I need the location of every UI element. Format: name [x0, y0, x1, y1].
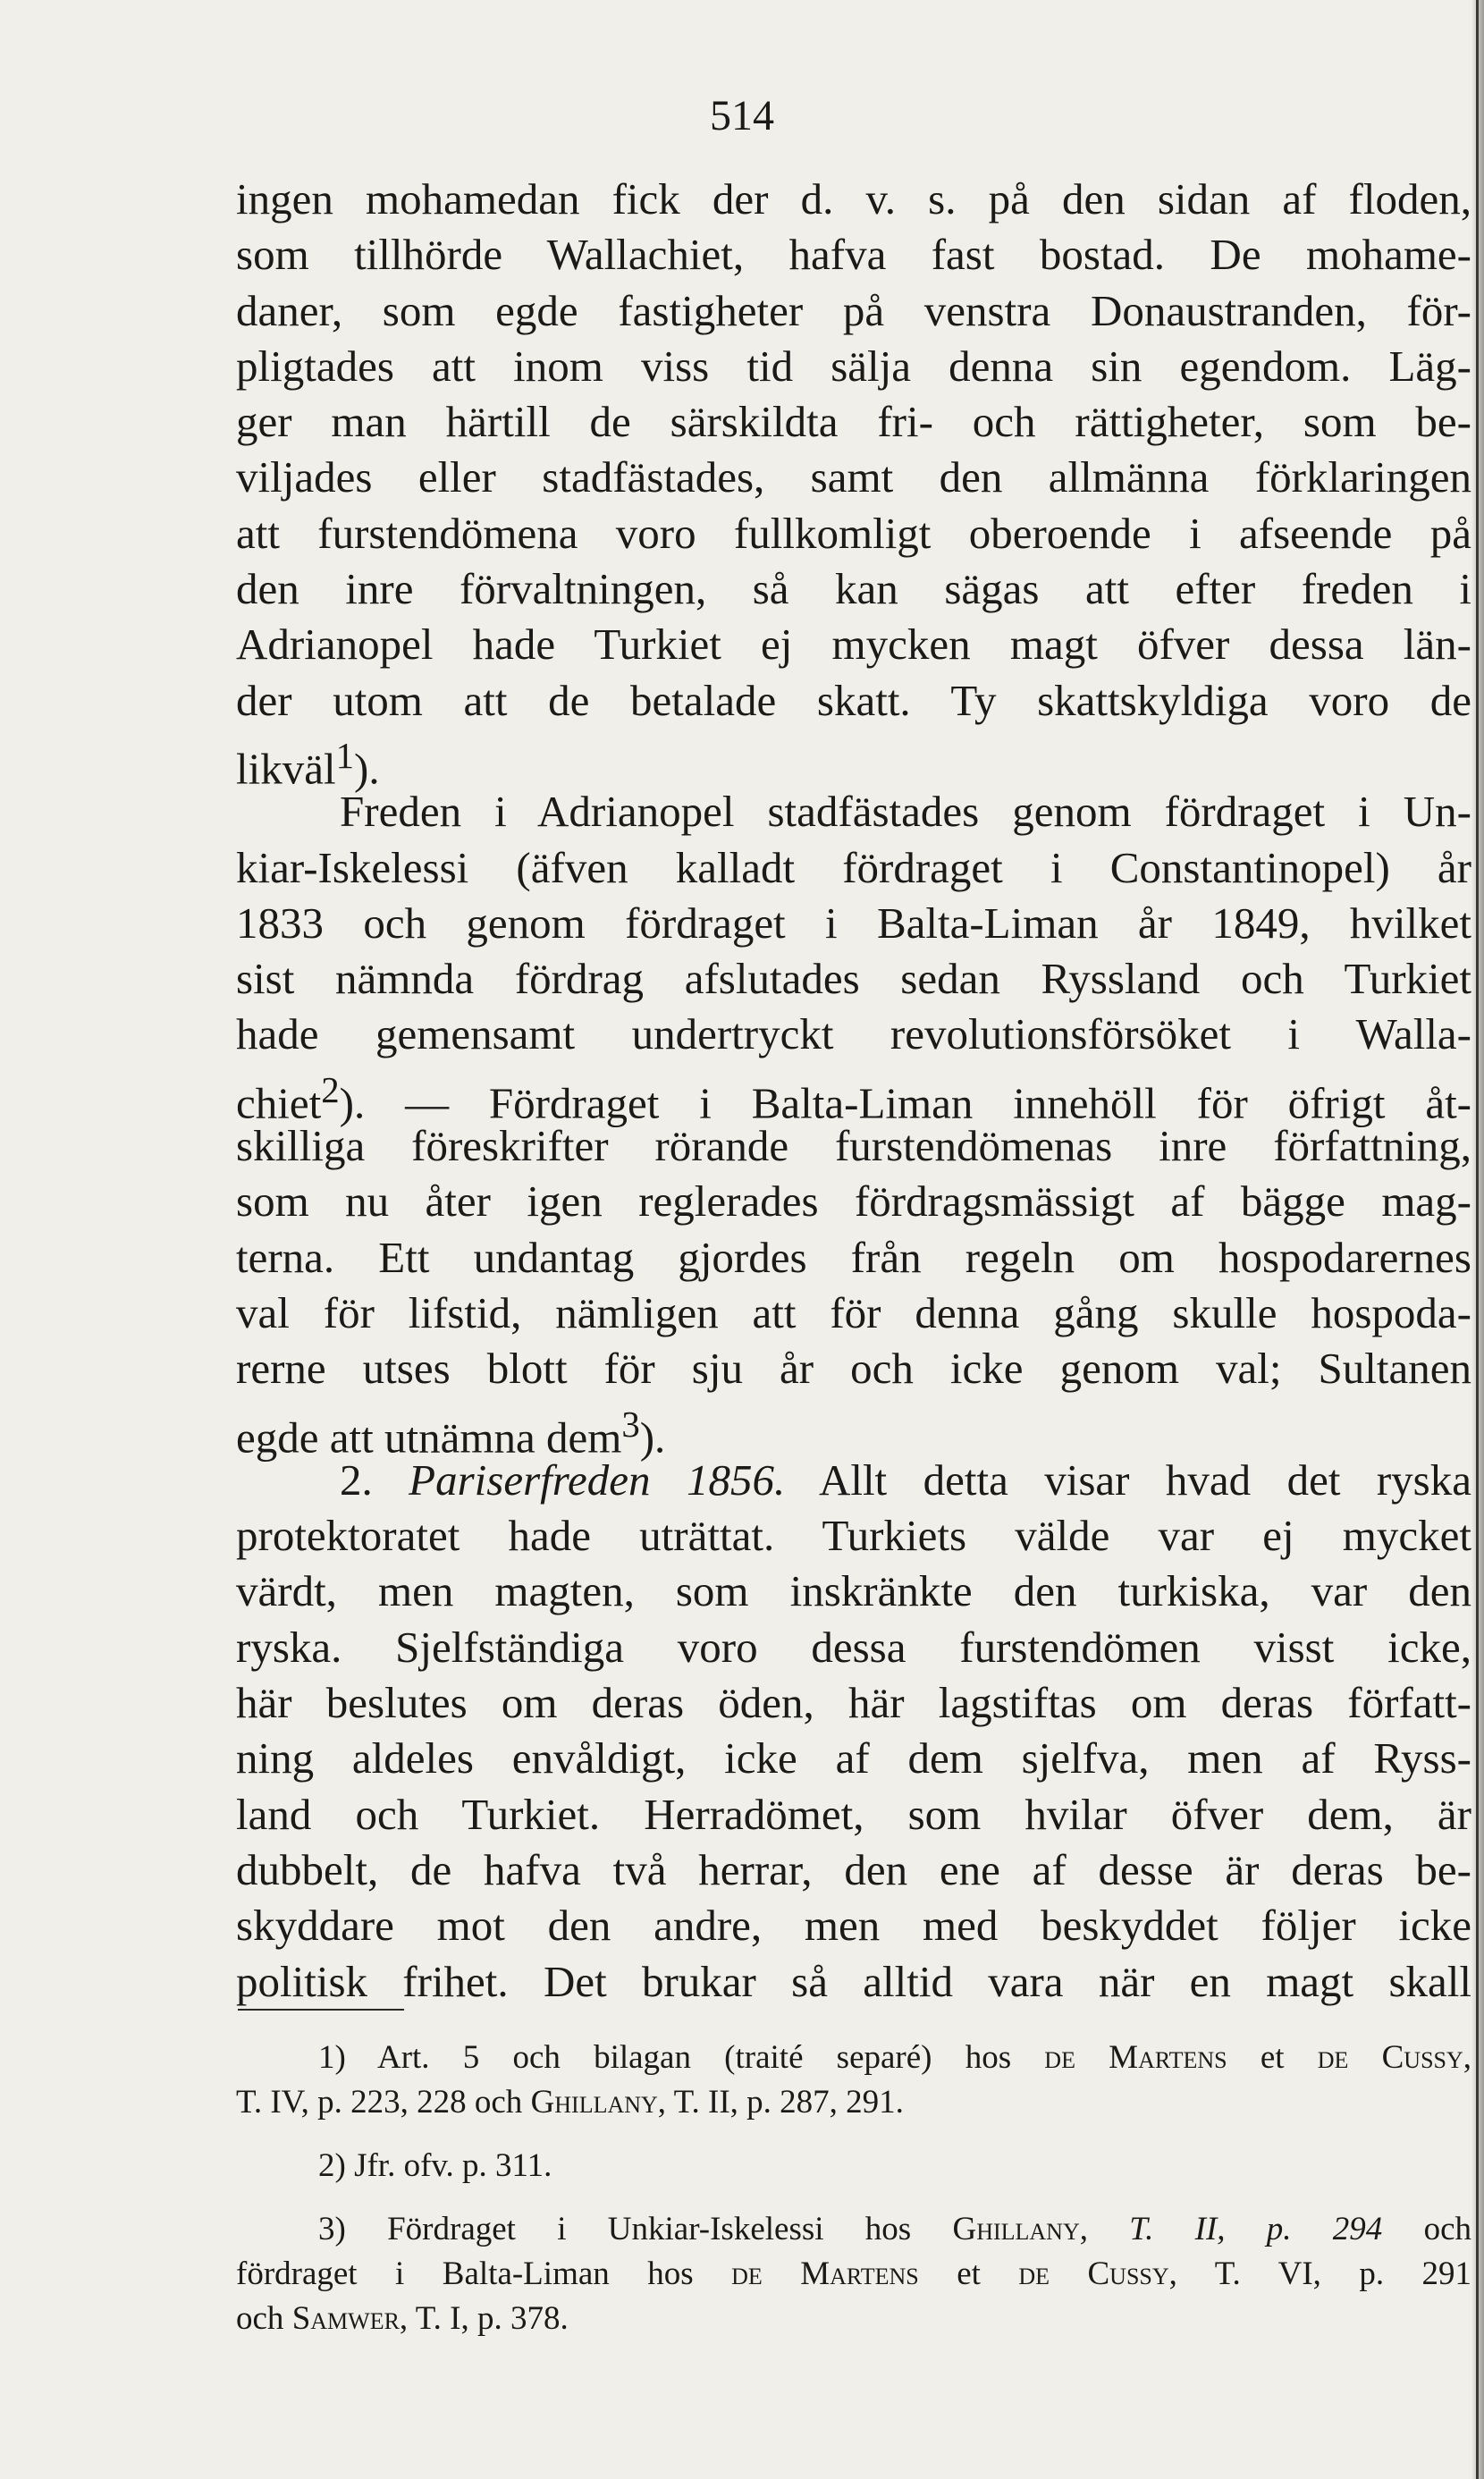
footnote-text: och — [236, 2300, 284, 2337]
footnote-3 — [236, 2207, 1471, 2252]
author-name: Martens — [1109, 2039, 1227, 2076]
text-line: ning aldeles envåldigt, icke af dem sjelfva, men af Ryss- — [236, 1733, 1471, 1783]
text-line: protektoratet hade uträttat. Turkiets välde var ej mycket — [236, 1511, 1471, 1561]
footnote-text: T. I, p. 378. — [415, 2300, 569, 2337]
text-line: daner, som egde fastigheter på venstra Donaustranden, för- — [236, 285, 1471, 335]
footnote-number: 3) — [318, 2211, 346, 2247]
footnote-1-cont — [236, 2080, 1471, 2125]
text-line — [236, 1397, 1471, 1462]
text-fragment: chiet — [236, 1078, 322, 1128]
text-line: kiar-Iskelessi (äfven kalladt fördraget i Constantinopel) år — [236, 842, 1471, 892]
footnote-text: T. II, p. 287, 291. — [673, 2084, 904, 2121]
text-line: Freden i Adrianopel stadfästades genom fördraget i Un- — [340, 787, 1471, 837]
footnote-text: T. VI, p. 291 — [1214, 2256, 1472, 2292]
text-line: den inre förvaltningen, så kan sägas att efter freden i — [236, 564, 1471, 614]
text-line: rerne utses blott för sju år och icke genom val; Sultanen — [236, 1344, 1471, 1394]
footnote-ref-1: 1 — [335, 735, 355, 776]
text-line: här beslutes om deras öden, här lagstiftas om deras författ- — [236, 1678, 1471, 1728]
text-line: viljades eller stadfästades, samt den allmänna förklaringen — [236, 452, 1471, 502]
page-edge-line — [1476, 0, 1479, 2479]
text-line: ingen mohamedan fick der d. v. s. på den sidan af floden, — [236, 174, 1471, 223]
footnote-ref-3: 3 — [621, 1404, 640, 1445]
footnote-1 — [236, 2036, 1471, 2080]
text-fragment: ). — [639, 1412, 666, 1462]
footnote-3-cont — [236, 2252, 1471, 2297]
text-line: politisk frihet. Det brukar så alltid vara när en magt skall — [236, 1956, 1471, 2006]
author-name: Samwer, — [291, 2300, 409, 2337]
footnote-number: 2) — [318, 2147, 346, 2184]
author-name: Ghillany, — [530, 2084, 667, 2121]
text-line: att furstendömena voro fullkomligt oberoende i afseende på — [236, 508, 1471, 558]
text-fragment: ). — [339, 1078, 406, 1128]
text-fragment: egde att utnämna dem — [236, 1412, 622, 1462]
text-line: som nu åter igen reglerades fördragsmässigt af bägge mag- — [236, 1176, 1471, 1227]
text-line: pligtades att inom viss tid sälja denna sin egendom. Läg- — [236, 341, 1471, 391]
footnote-text: et — [957, 2256, 981, 2292]
text-line: terna. Ett undantag gjordes från regeln om hospodarernes — [236, 1232, 1471, 1282]
text-line: sist nämnda fördrag afslutades sedan Ryssland och Turkiet — [236, 954, 1471, 1004]
author-name: Ghillany, — [952, 2211, 1088, 2247]
author-name: de — [1317, 2039, 1349, 2076]
text-line: val för lifstid, nämligen att för denna gång skulle hospoda- — [236, 1287, 1471, 1337]
text-line: skyddare mot den andre, men med beskyddet följer icke — [236, 1901, 1471, 1951]
section-heading: Pariserfreden 1856. — [409, 1455, 786, 1505]
footnote-ref-2: 2 — [321, 1069, 340, 1110]
text-line: der utom att de betalade skatt. Ty skattskyldiga voro de — [236, 675, 1471, 725]
text-line: 1833 och genom fördraget i Balta-Liman år 1849, hvilket — [236, 898, 1471, 948]
author-name: de — [1018, 2256, 1050, 2292]
footnote-text: fördraget i Balta-Liman hos — [236, 2256, 694, 2292]
text-line — [236, 729, 1471, 794]
footnote-text: Jfr. ofv. p. 311. — [354, 2147, 552, 2184]
footnotes — [236, 2036, 1471, 2341]
author-name: Cussy, — [1381, 2039, 1472, 2076]
text-line: ger man härtill de särskildta fri- och rättigheter, som be- — [236, 397, 1471, 447]
footnote-reference: T. II, p. 294 — [1129, 2211, 1383, 2247]
text-line: Adrianopel hade Turkiet ej mycken magt öfver dessa län- — [236, 620, 1471, 670]
text-line — [236, 1453, 1471, 1508]
footnote-2 — [236, 2144, 1471, 2188]
footnote-text: T. IV, p. 223, 228 och — [236, 2084, 523, 2121]
footnote-divider — [238, 2009, 404, 2011]
footnote-text: och — [1423, 2211, 1472, 2247]
text-fragment: ). — [354, 744, 380, 794]
text-fragment: Allt detta visar hvad det ryska — [818, 1455, 1471, 1505]
text-line: skilliga föreskrifter rörande furstendömenas inre författning, — [236, 1121, 1471, 1171]
text-line: värdt, men magten, som inskränkte den turkiska, var den — [236, 1566, 1471, 1616]
text-line: som tillhörde Wallachiet, hafva fast bostad. De mohame- — [236, 230, 1471, 280]
author-name: Martens — [800, 2256, 919, 2292]
text-line: dubbelt, de hafva två herrar, den ene af desse är deras be- — [236, 1844, 1471, 1894]
footnote-text: Art. 5 och bilagan (traité separé) hos — [376, 2039, 1012, 2076]
text-line: land och Turkiet. Herradömet, som hvilar öfver dem, är — [236, 1789, 1471, 1839]
footnote-text: Fördraget i Unkiar-Iskelessi hos — [387, 2211, 912, 2247]
author-name: Cussy, — [1087, 2256, 1177, 2292]
text-line: hade gemensamt undertryckt revolutionsförsöket i Walla- — [236, 1009, 1471, 1059]
section-number: 2. — [340, 1455, 373, 1505]
footnote-number: 1) — [318, 2039, 346, 2076]
main-text — [236, 172, 1471, 2010]
text-line: ryska. Sjelfständiga voro dessa furstendömen visst icke, — [236, 1622, 1471, 1672]
footnote-text: et — [1260, 2039, 1285, 2076]
text-line — [236, 1063, 1471, 1128]
page-number: 514 — [710, 92, 774, 139]
text-fragment: — Fördraget i Balta-Liman innehöll för öfrigt åt- — [405, 1078, 1471, 1128]
text-fragment: likväl — [236, 744, 336, 794]
author-name: de — [731, 2256, 763, 2292]
footnote-3-cont — [236, 2297, 1471, 2341]
author-name: de — [1044, 2039, 1075, 2076]
